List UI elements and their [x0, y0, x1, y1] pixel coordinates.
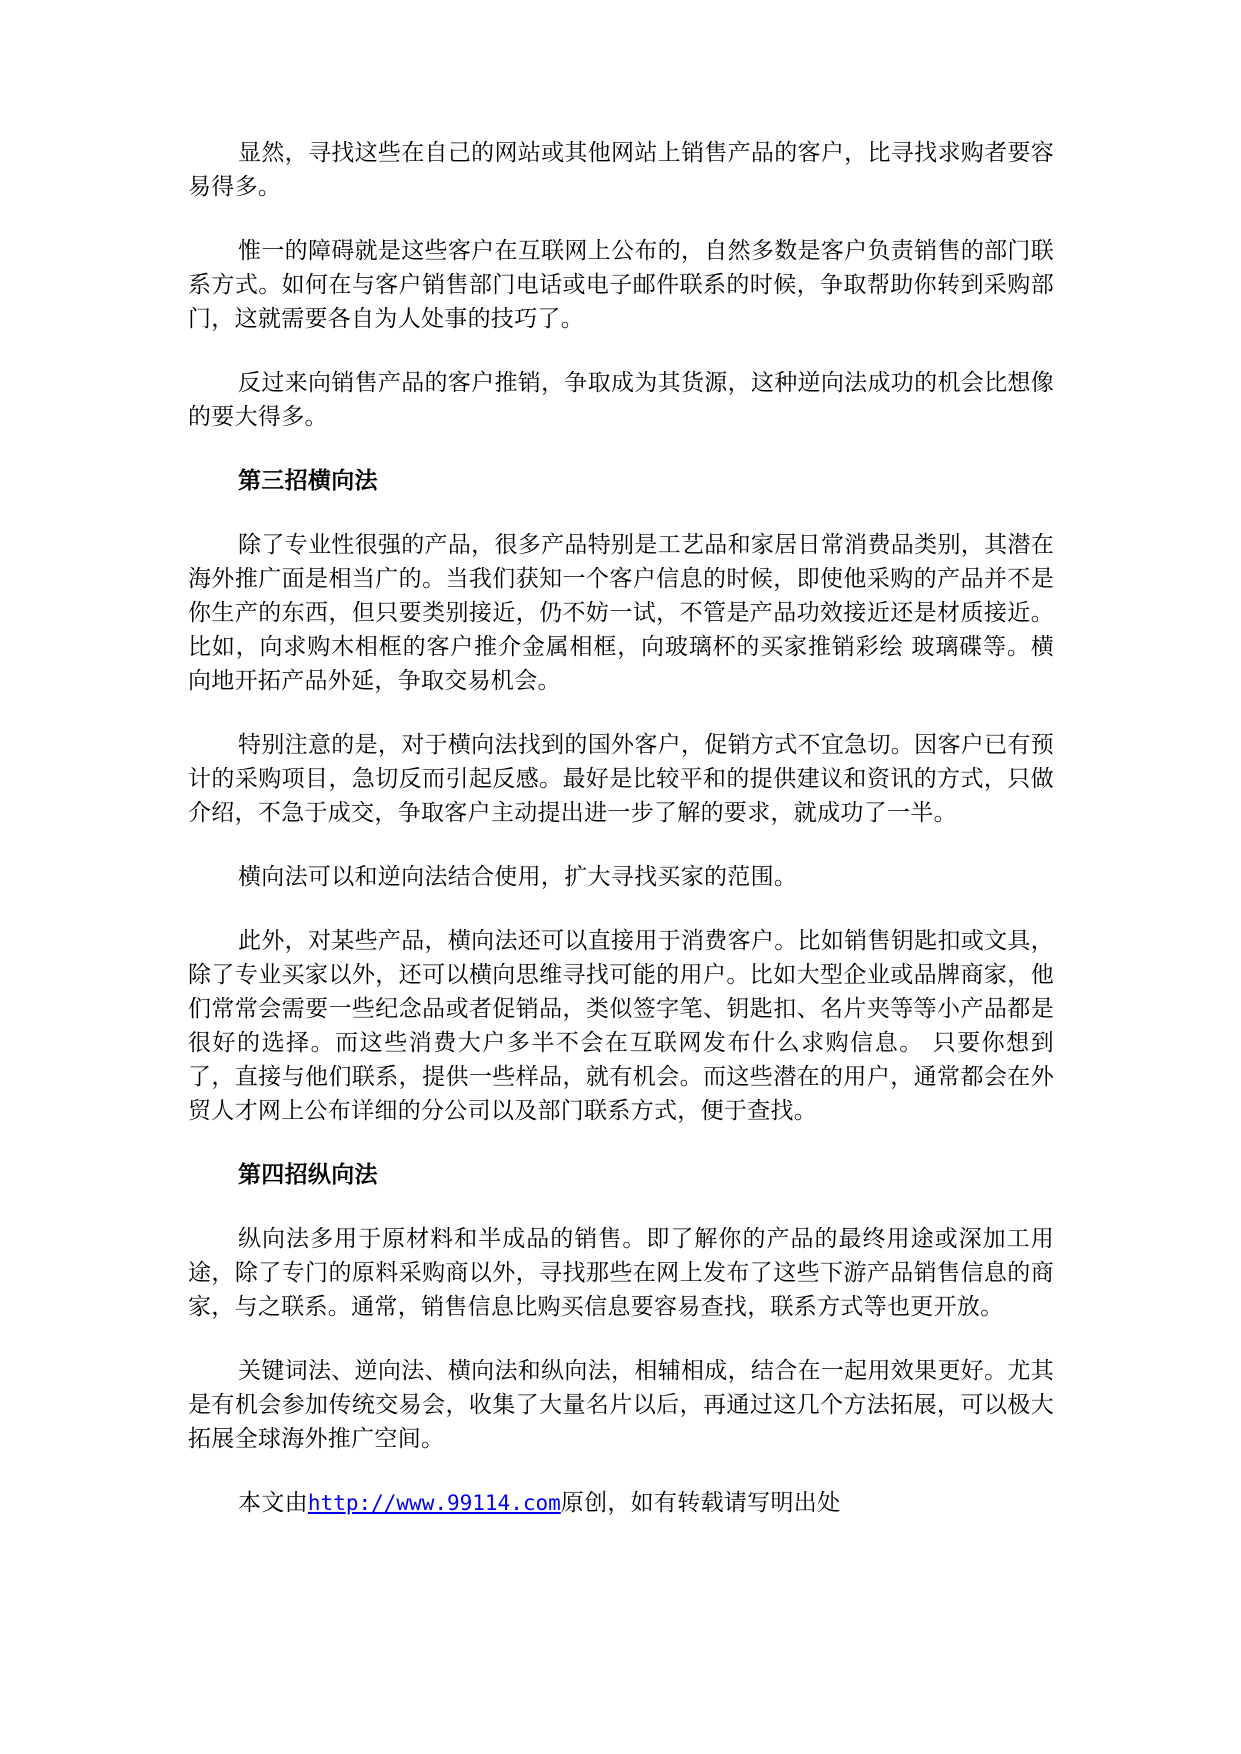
- source-note-prefix: 本文由: [238, 1490, 308, 1516]
- source-note-suffix: 原创，如有转载请写明出处: [560, 1490, 841, 1516]
- source-link[interactable]: http://www.99114.com: [307, 1491, 561, 1515]
- source-note: [188, 1486, 1054, 1520]
- paragraph: 纵向法多用于原材料和半成品的销售。即了解你的产品的最终用途或深加工用途，除了专门的原料采购商以外，寻找那些在网上发布了这些下游产品销售信息的商家，与之联系。通常，销售信息比购买信息要容易查找，联系方式等也更开放。: [188, 1226, 1054, 1320]
- paragraph: 惟一的障碍就是这些客户在互联网上公布的，自然多数是客户负责销售的部门联系方式。如何在与客户销售部门电话或电子邮件联系的时候，争取帮助你转到采购部门，这就需要各自为人处事的技巧了。: [188, 238, 1054, 332]
- paragraph: 除了专业性很强的产品，很多产品特别是工艺品和家居日常消费品类别，其潜在海外推广面是相当广的。当我们获知一个客户信息的时候，即使他采购的产品并不是你生产的东西，但只要类别接近，仍不妨一试，不管是产品功效接近还是材质接近。比如，向求购木相框的客户推介金属相框，向玻璃杯的买家推销彩绘 玻璃碟等。横向地开拓产品外延，争取交易机会。: [188, 532, 1054, 694]
- paragraph: 此外，对某些产品，横向法还可以直接用于消费客户。比如销售钥匙扣或文具，除了专业买家以外，还可以横向思维寻找可能的用户。比如大型企业或品牌商家，他们常常会需要一些纪念品或者促销品，类似签字笔、钥匙扣、名片夹等等小产品都是很好的选择。而这些消费大户多半不会在互联网发布什么求购信息。 只要你想到了，直接与他们联系，提供一些样品，就有机会。而这些潜在的用户，通常都会在外贸人才网上公布详细的分公司以及部门联系方式，便于查找。: [188, 928, 1054, 1124]
- paragraph: 横向法可以和逆向法结合使用，扩大寻找买家的范围。: [238, 864, 798, 890]
- section-heading: 第四招纵向法: [238, 1161, 378, 1188]
- paragraph: 关键词法、逆向法、横向法和纵向法，相辅相成，结合在一起用效果更好。尤其是有机会参加传统交易会，收集了大量名片以后，再通过这几个方法拓展，可以极大拓展全球海外推广空间。: [188, 1358, 1054, 1452]
- paragraph: 反过来向销售产品的客户推销，争取成为其货源，这种逆向法成功的机会比想像的要大得多。: [188, 370, 1054, 430]
- paragraph: 显然，寻找这些在自己的网站或其他网站上销售产品的客户，比寻找求购者要容易得多。: [188, 140, 1054, 200]
- document-body: [188, 136, 1054, 1550]
- paragraph: 特别注意的是，对于横向法找到的国外客户，促销方式不宜急切。因客户已有预计的采购项目，急切反而引起反感。最好是比较平和的提供建议和资讯的方式，只做介绍，不急于成交，争取客户主动提出进一步了解的要求，就成功了一半。: [188, 732, 1054, 826]
- section-heading: 第三招横向法: [238, 467, 378, 494]
